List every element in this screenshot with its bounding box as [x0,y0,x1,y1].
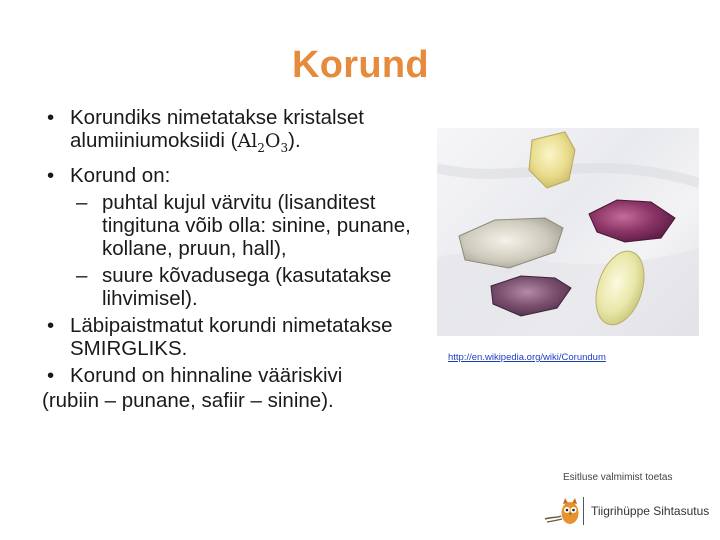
subbullet-hardness [40,264,435,310]
bullet-dot: • [47,163,55,187]
slide-body [40,106,435,412]
bullet-text: Läbipaistmatut korundi nimetatakse SMIRGLIKS. [70,313,393,360]
logo-text: Tiigrihüppe Sihtasutus [591,504,710,518]
subbullet-text: puhtal kujul värvitu (lisanditest tingituna võib olla: sinine, punane, kollane, pruun, hall), [102,190,411,260]
formula-al: Al [237,130,258,152]
ruby-crystal [589,200,675,242]
yellow-sapphire-crystal [529,132,575,188]
bullet-dot: • [47,363,55,387]
subbullet-dash: – [76,190,88,214]
bullet-properties [40,164,435,187]
sponsor-caption: Esitluse valmimist toetas [563,472,673,483]
corundum-crystals-photo [437,128,699,336]
formula-o: O [264,130,281,152]
crystals-illustration [437,128,699,336]
subbullet-colorless [40,191,435,260]
subbullet-dash: – [76,263,88,287]
chemical-formula [237,130,289,155]
bullet-text-line1: Korundiks nimetatakse kristalset [70,106,364,129]
bullet-definition [40,106,435,160]
bullet-text: Korund on hinnaline vääriskivi [70,363,343,387]
wikipedia-source-link[interactable]: http://en.wikipedia.org/wiki/Corundum [448,352,606,363]
bullet-gemstone-continuation: (rubiin – punane, safiir – sinine). [42,388,334,412]
bullet-dot: • [47,106,55,129]
tiigrihype-logo [543,495,713,529]
bullet-smirgel [40,314,435,360]
bullet-text-close: ). [288,129,301,152]
slide-title: Korund [292,44,429,86]
bullet-dot: • [47,313,55,337]
clear-corundum-crystal [459,218,563,268]
bullet-text: Korund on: [70,163,171,187]
bullet-text-line2: alumiiniumoksiidi ( [70,129,238,152]
bullet-gemstone [40,364,435,387]
owl-icon [543,495,583,529]
formula-al-subscript: 2 [257,140,265,155]
formula-o-subscript: 3 [280,140,289,155]
subbullet-text: suure kõvadusega (kasutatakse lihvimisel). [102,263,392,310]
logo-separator [583,497,584,525]
